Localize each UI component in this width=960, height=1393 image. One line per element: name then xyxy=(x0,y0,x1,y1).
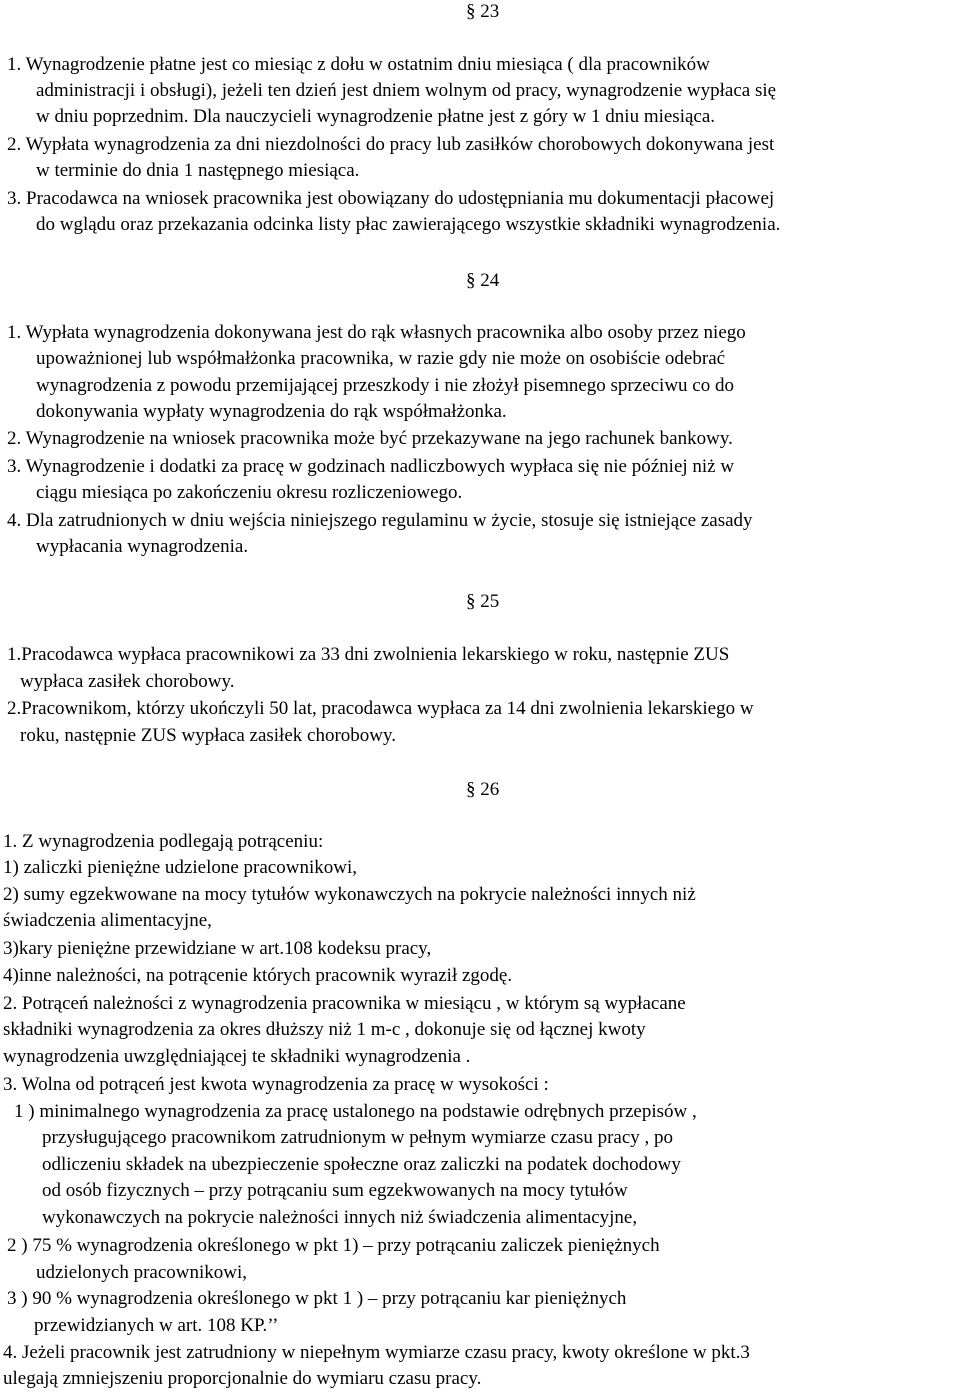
text-line: upoważnionej lub współmałżonka pracownika, w razie gdy nie może on osobiście odebrać xyxy=(36,348,726,369)
text-line: wypłacania wynagrodzenia. xyxy=(36,536,249,557)
text-line: 3. Wynagrodzenie i dodatki za pracę w godzinach nadliczbowych wypłaca się nie później niż w xyxy=(7,456,735,477)
text-line: 3. Wolna od potrąceń jest kwota wynagrodzenia za pracę w wysokości : xyxy=(3,1074,549,1095)
text-line: administracji i obsługi), jeżeli ten dzień jest dniem wolnym od pracy, wynagrodzenie wypłaca się xyxy=(36,80,777,101)
text-line: 4)inne należności, na potrącenie których pracownik wyraził zgodę. xyxy=(3,965,513,986)
text-line: 1) zaliczki pieniężne udzielone pracownikowi, xyxy=(3,857,357,878)
section-heading: § 24 xyxy=(466,270,500,291)
section-heading: § 26 xyxy=(466,779,500,800)
text-line: ulegają zmniejszeniu proporcjonalnie do wymiaru czasu pracy. xyxy=(3,1368,482,1389)
text-line: wykonawczych na pokrycie należności innych niż świadczenia alimentacyjne, xyxy=(42,1207,638,1228)
text-line: 2. Wynagrodzenie na wniosek pracownika może być przekazywane na jego rachunek bankowy. xyxy=(7,428,733,449)
text-line: 3. Pracodawca na wniosek pracownika jest obowiązany do udostępniania mu dokumentacji płacowej xyxy=(7,188,775,209)
text-line: wypłaca zasiłek chorobowy. xyxy=(20,671,235,692)
text-line: 3 ) 90 % wynagrodzenia określonego w pkt 1 ) – przy potrącaniu kar pieniężnych xyxy=(7,1288,627,1309)
text-line: 3)kary pieniężne przewidziane w art.108 kodeksu pracy, xyxy=(3,938,432,959)
text-line: w dniu poprzednim. Dla nauczycieli wynagrodzenie płatne jest z góry w 1 dniu miesiąca. xyxy=(36,106,716,127)
section-heading: § 23 xyxy=(466,1,500,22)
text-line: ciągu miesiąca po zakończeniu okresu rozliczeniowego. xyxy=(36,482,463,503)
text-line: 2. Wypłata wynagrodzenia za dni niezdolności do pracy lub zasiłków chorobowych dokonywana jest xyxy=(7,134,775,155)
text-line: do wglądu oraz przekazania odcinka listy płac zawierającego wszystkie składniki wynagrodzenia. xyxy=(36,214,781,235)
text-line: wynagrodzenia uwzględniającej te składniki wynagrodzenia . xyxy=(3,1046,471,1067)
text-line: dokonywania wypłaty wynagrodzenia do rąk współmałżonka. xyxy=(36,401,507,422)
text-line: 2 ) 75 % wynagrodzenia określonego w pkt 1) – przy potrącaniu zaliczek pieniężnych xyxy=(7,1235,660,1256)
text-line: 1. Wypłata wynagrodzenia dokonywana jest do rąk własnych pracownika albo osoby przez niego xyxy=(7,322,746,343)
section-heading: § 25 xyxy=(466,591,500,612)
text-line: 4. Dla zatrudnionych w dniu wejścia niniejszego regulaminu w życie, stosuje się istniejące zasady xyxy=(7,510,753,531)
text-line: roku, następnie ZUS wypłaca zasiłek chorobowy. xyxy=(20,725,397,746)
text-line: wynagrodzenia z powodu przemijającej przeszkody i nie złożył pisemnego sprzeciwu co do xyxy=(36,375,734,396)
text-line: przewidzianych w art. 108 KP.’’ xyxy=(34,1315,279,1336)
text-line: 2. Potrąceń należności z wynagrodzenia pracownika w miesiącu , w którym są wypłacane xyxy=(3,993,686,1014)
text-line: przysługującego pracownikom zatrudnionym w pełnym wymiarze czasu pracy , po xyxy=(42,1127,674,1148)
text-line: 1. Wynagrodzenie płatne jest co miesiąc z dołu w ostatnim dniu miesiąca ( dla pracowników xyxy=(7,54,710,75)
text-line: świadczenia alimentacyjne, xyxy=(3,910,212,931)
text-line: 1. Z wynagrodzenia podlegają potrąceniu: xyxy=(3,831,324,852)
text-line: 4. Jeżeli pracownik jest zatrudniony w niepełnym wymiarze czasu pracy, kwoty określone w pkt.3 xyxy=(3,1342,750,1363)
text-line: udzielonych pracownikowi, xyxy=(36,1262,248,1283)
text-line: 1.Pracodawca wypłaca pracownikowi za 33 dni zwolnienia lekarskiego w roku, następnie ZUS xyxy=(7,644,730,665)
text-line: 2) sumy egzekwowane na mocy tytułów wykonawczych na pokrycie należności innych niż xyxy=(3,884,696,905)
text-line: w terminie do dnia 1 następnego miesiąca. xyxy=(36,160,360,181)
text-line: składniki wynagrodzenia za okres dłuższy niż 1 m-c , dokonuje się od łącznej kwoty xyxy=(3,1019,646,1040)
text-line: odliczeniu składek na ubezpieczenie społeczne oraz zaliczki na podatek dochodowy xyxy=(42,1154,681,1175)
text-line: 1 ) minimalnego wynagrodzenia za pracę ustalonego na podstawie odrębnych przepisów , xyxy=(14,1101,697,1122)
text-line: 2.Pracownikom, którzy ukończyli 50 lat, pracodawca wypłaca za 14 dni zwolnienia lekarskiego w xyxy=(7,698,754,719)
text-line: od osób fizycznych – przy potrącaniu sum egzekwowanych na mocy tytułów xyxy=(42,1180,628,1201)
